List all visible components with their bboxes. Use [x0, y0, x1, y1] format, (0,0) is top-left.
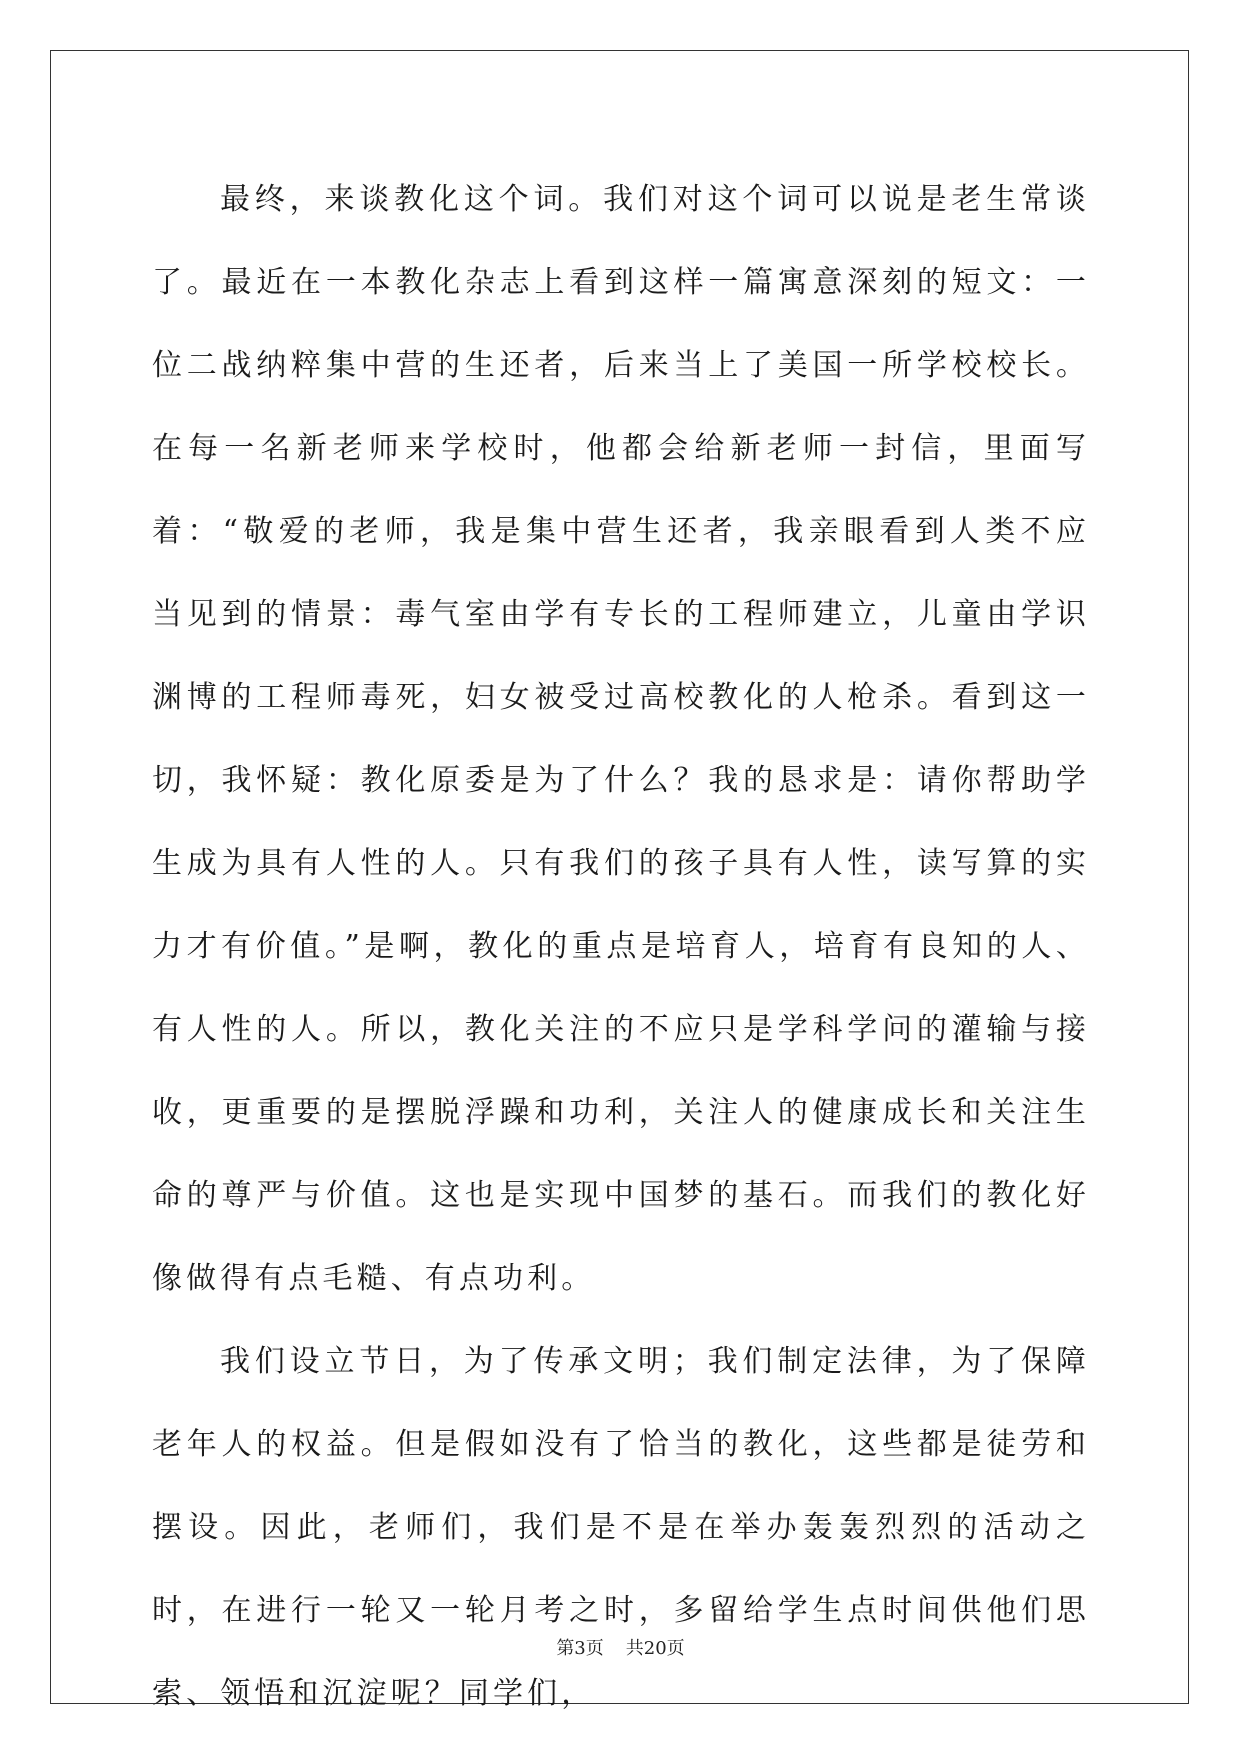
page-number: 第3页 — [556, 1638, 604, 1659]
page-footer — [0, 1634, 1241, 1660]
page-total: 共20页 — [625, 1638, 685, 1659]
paragraph: 我们设立节日，为了传承文明；我们制定法律，为了保障老年人的权益。但是假如没有了恰当的教化，这些都是徒劳和摆设。因此，老师们，我们是不是在举办轰轰烈烈的活动之时，在进行一轮又一轮月考之时，多留给学生点时间供他们思索、领悟和沉淀呢？同学们， — [152, 1344, 1090, 1711]
document-body — [152, 158, 1090, 1735]
paragraph: 最终，来谈教化这个词。我们对这个词可以说是老生常谈了。最近在一本教化杂志上看到这样一篇寓意深刻的短文：一位二战纳粹集中营的生还者，后来当上了美国一所学校校长。在每一名新老师来学校时，他都会给新老师一封信，里面写着：“敬爱的老师，我是集中营生还者，我亲眼看到人类不应当见到的情景：毒气室由学有专长的工程师建立，儿童由学识渊博的工程师毒死，妇女被受过高校教化的人枪杀。看到这一切，我怀疑：教化原委是为了什么？我的恳求是：请你帮助学生成为具有人性的人。只有我们的孩子具有人性，读写算的实力才有价值。”是啊，教化的重点是培育人，培育有良知的人、有人性的人。所以，教化关注的不应只是学科学问的灌输与接收，更重要的是摆脱浮躁和功利，关注人的健康成长和关注生命的尊严与价值。这也是实现中国梦的基石。而我们的教化好像做得有点毛糙、有点功利。 — [152, 182, 1090, 1296]
